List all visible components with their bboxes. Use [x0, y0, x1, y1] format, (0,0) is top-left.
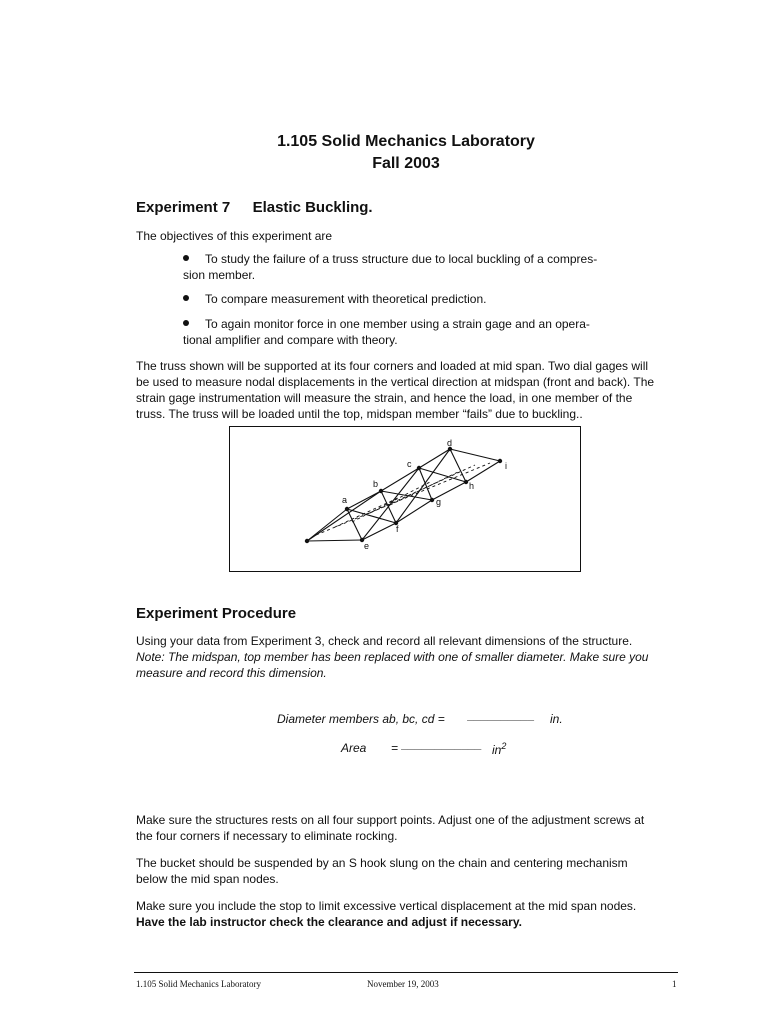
bullet-icon — [183, 295, 189, 301]
text-line: below the mid span nodes. — [136, 872, 279, 886]
note-line: Note: The midspan, top member has been replaced with one of smaller diameter. Make sure you — [136, 650, 649, 664]
node-label-e: e — [364, 541, 370, 551]
area-label: Area — [341, 741, 367, 755]
footer-date: November 19, 2003 — [367, 979, 439, 989]
footer-rule — [134, 972, 678, 973]
experiment-heading — [136, 199, 373, 216]
text-line: strain gage instrumentation will measure the strain, and hence the load, in one member of the — [136, 391, 633, 405]
objectives-intro: The objectives of this experiment are — [136, 229, 333, 243]
bullet-icon — [183, 255, 189, 261]
area-blank: ____________ — [402, 737, 483, 751]
text-line: The truss shown will be supported at its four corners and loaded at mid span. Two dial gages will — [136, 359, 649, 373]
text-line: Using your data from Experiment 3, check and record all relevant dimensions of the structure. — [136, 634, 633, 648]
node-label-c: c — [407, 459, 412, 469]
area-exponent: 2 — [501, 741, 507, 751]
diameter-label: Diameter members ab, bc, cd = — [277, 712, 445, 726]
text-line: Make sure the structures rests on all four support points. Adjust one of the adjustment screws at — [136, 813, 645, 827]
truss-figure — [229, 426, 581, 572]
objective-line: To again monitor force in one member using a strain gage and an opera- — [205, 317, 590, 331]
procedure-heading: Experiment Procedure — [136, 605, 297, 622]
objective-item — [183, 251, 643, 283]
footer-course: 1.105 Solid Mechanics Laboratory — [136, 979, 261, 989]
text-line: truss. The truss will be loaded until the top, midspan member “fails” due to buckling.. — [136, 407, 583, 421]
area-equals: = — [391, 741, 399, 755]
text-line: be used to measure nodal displacements in the vertical direction at midspan (front and back). The — [136, 375, 655, 389]
node-label-d: d — [447, 438, 453, 448]
support-paragraph — [136, 812, 681, 844]
node-label-b: b — [373, 479, 379, 489]
node-label-g: g — [436, 497, 442, 507]
node-label-i: i — [505, 461, 507, 471]
area-unit-text: in — [492, 743, 502, 757]
course-title: 1.105 Solid Mechanics Laboratory — [277, 133, 535, 150]
instruction-bold: Have the lab instructor check the clearance and adjust if necessary. — [136, 915, 522, 929]
node-label-h: h — [469, 481, 475, 491]
objective-line: tional amplifier and compare with theory. — [183, 333, 398, 347]
objective-line: sion member. — [183, 268, 256, 282]
bullet-icon — [183, 320, 189, 326]
text-line: the four corners if necessary to eliminate rocking. — [136, 829, 398, 843]
node-label-a: a — [342, 495, 348, 505]
truss-description — [136, 358, 681, 422]
bucket-paragraph — [136, 855, 681, 887]
objective-item — [183, 316, 643, 348]
text-line: Make sure you include the stop to limit excessive vertical displacement at the mid span nodes. — [136, 899, 637, 913]
node-label-f: f — [396, 524, 399, 534]
note-line: measure and record this dimension. — [136, 666, 327, 680]
objective-line: To compare measurement with theoretical prediction. — [205, 292, 487, 306]
text-line: The bucket should be suspended by an S hook slung on the chain and centering mechanism — [136, 856, 628, 870]
experiment-name: Elastic Buckling. — [252, 199, 373, 216]
truss-diagram — [230, 427, 580, 571]
area-unit — [492, 741, 506, 757]
diameter-blank: __________ — [468, 708, 535, 722]
diameter-unit: in. — [550, 712, 563, 726]
experiment-number: Experiment 7 — [136, 199, 231, 216]
stop-paragraph — [136, 898, 681, 930]
procedure-intro — [136, 633, 681, 681]
term-title: Fall 2003 — [372, 155, 440, 172]
objective-item — [183, 291, 643, 307]
page-number: 1 — [672, 979, 677, 989]
objective-line: To study the failure of a truss structure due to local buckling of a compres- — [205, 252, 598, 266]
